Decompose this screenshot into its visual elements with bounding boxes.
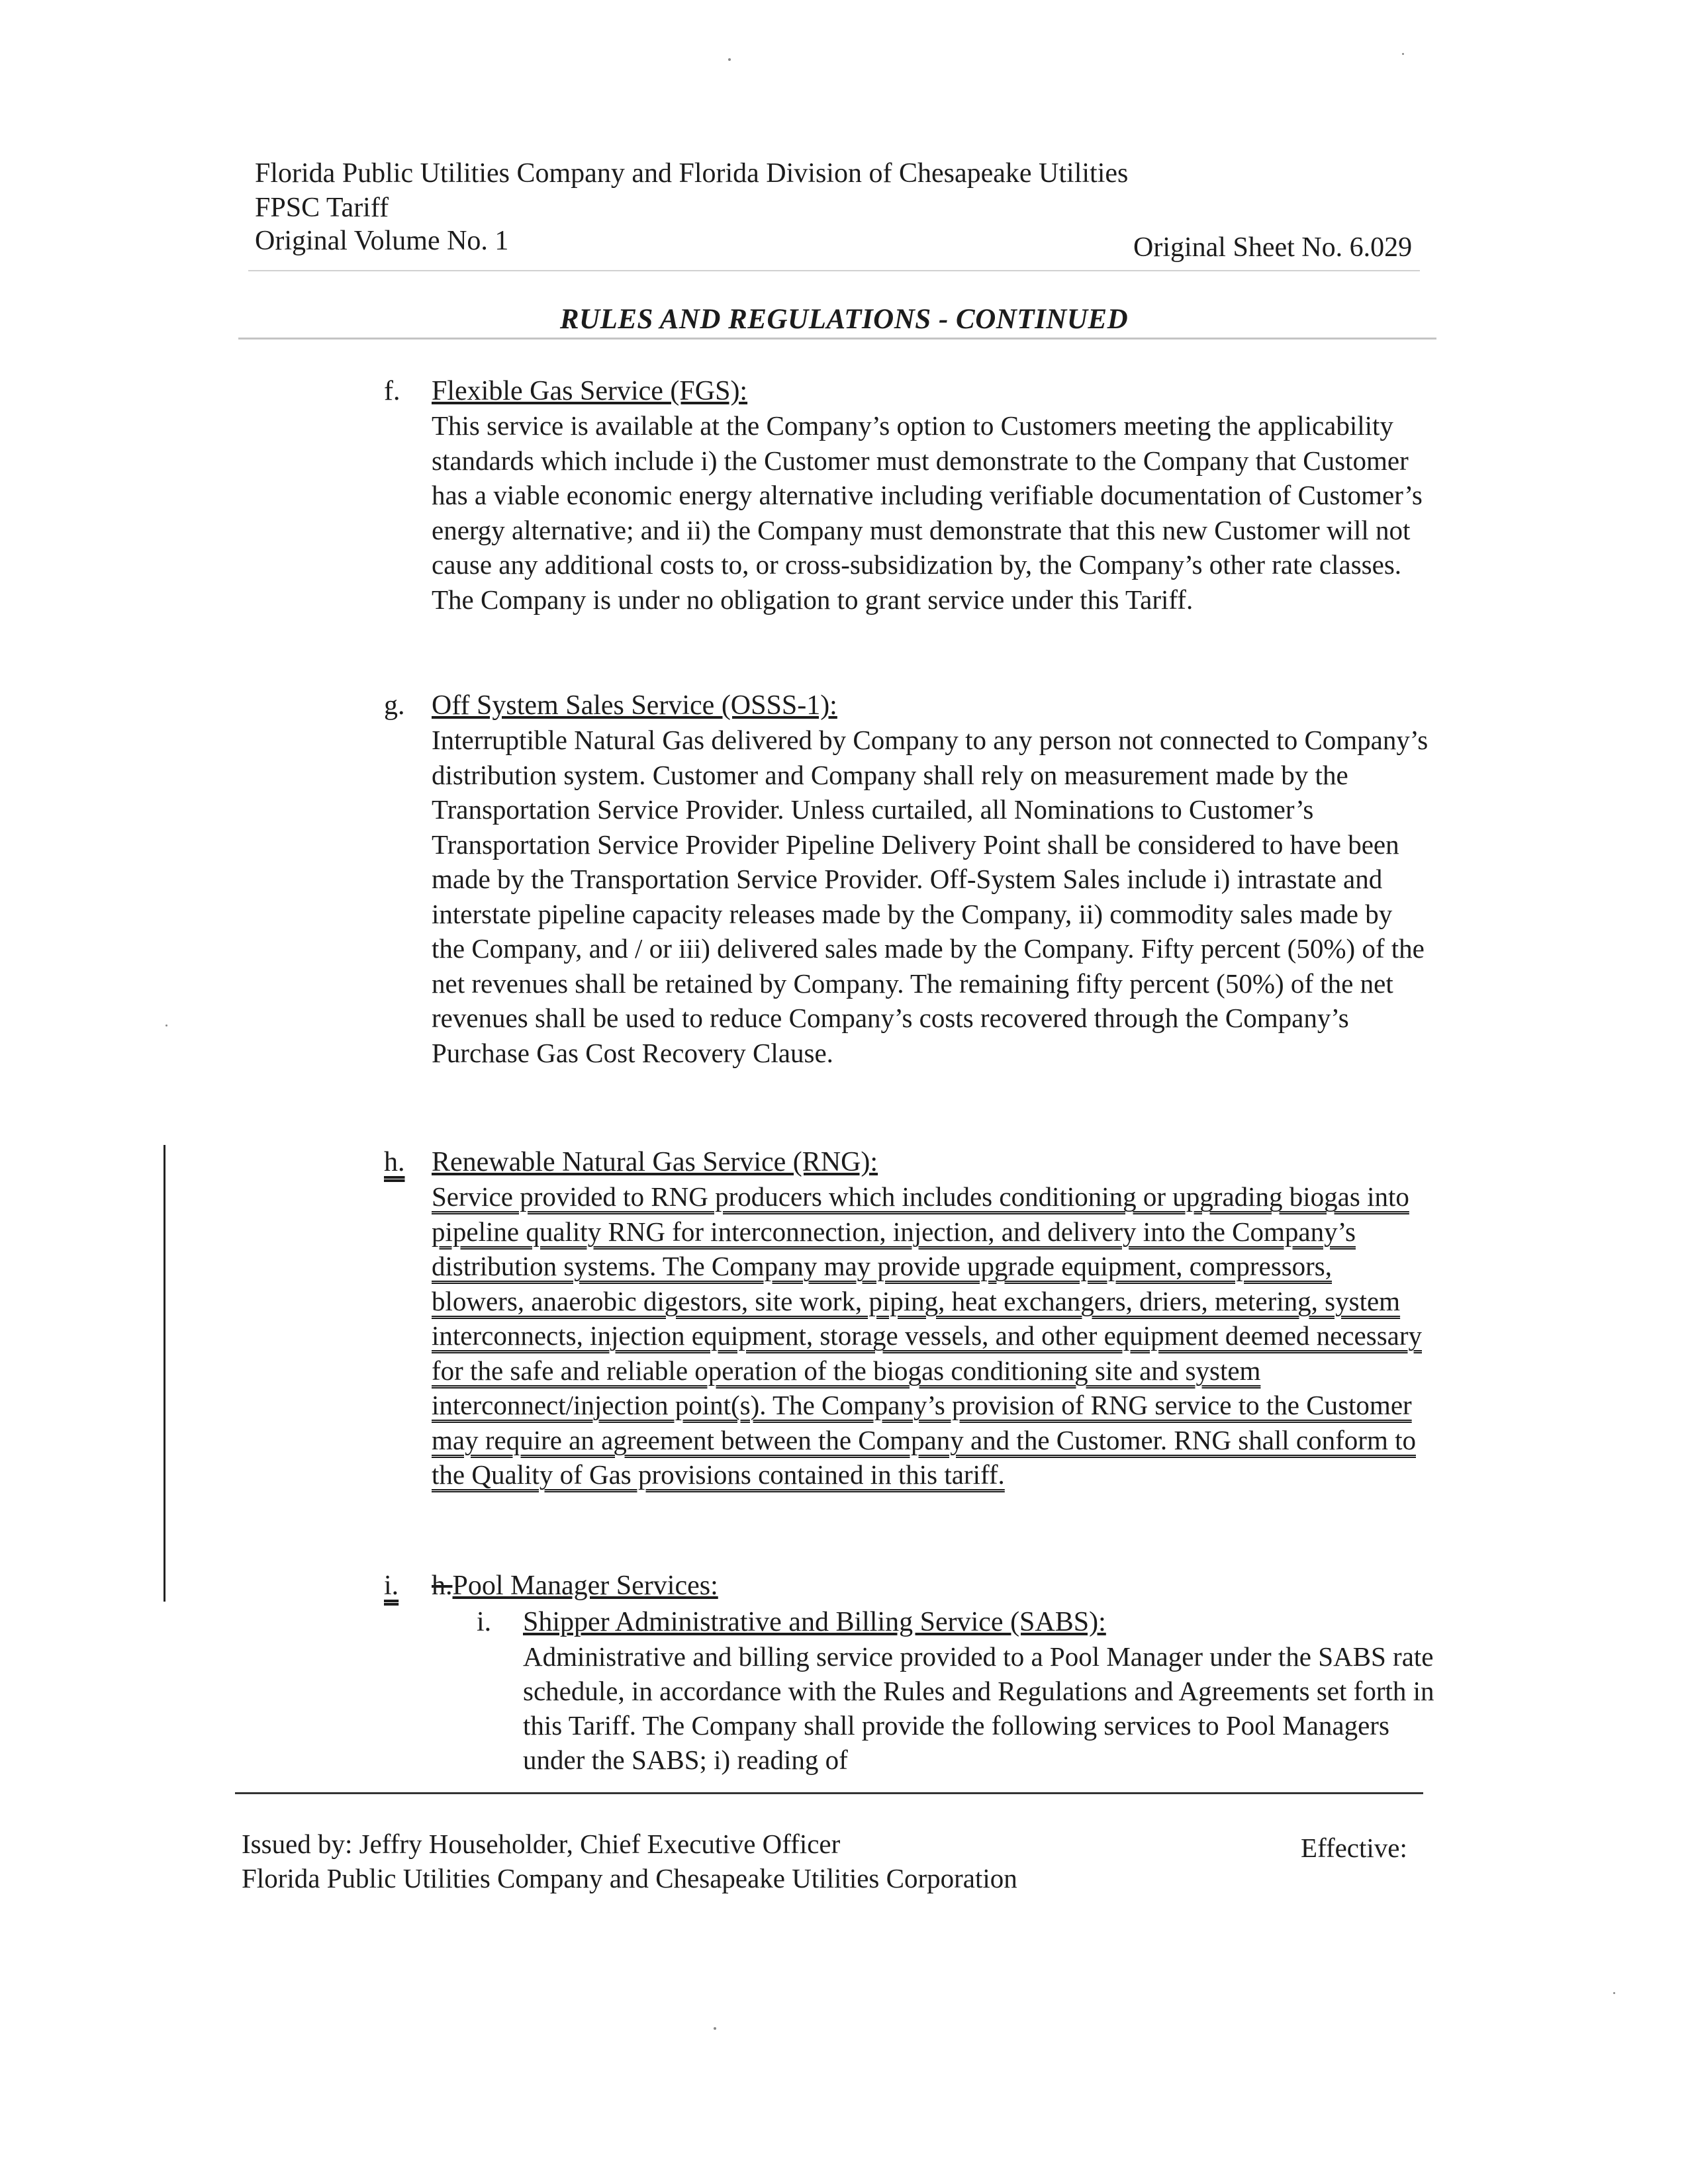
sub-item-body: Administrative and billing service provided to a Pool Manager under the SABS rate schedule, in accordance with the Rules and Regulations and Agreements set forth in this Tariff. The Company shall provide the following services to Pool Managers under the SABS; i) reading of xyxy=(523,1641,1434,1775)
footer-rule xyxy=(235,1792,1423,1794)
item-letter: h. xyxy=(384,1147,405,1177)
header-volume-line: Original Volume No. 1 xyxy=(255,226,509,256)
item-heading-wrapper xyxy=(432,1569,718,1603)
item-letter: f. xyxy=(384,376,400,406)
footer-issued-block xyxy=(242,1827,1017,1895)
item-heading: Off System Sales Service (OSSS-1): xyxy=(432,690,837,721)
title-rule xyxy=(238,338,1436,340)
footer-issued-by: Issued by: Jeffry Householder, Chief Executive Officer xyxy=(242,1829,841,1859)
section-title: RULES AND REGULATIONS - CONTINUED xyxy=(559,304,1129,335)
sub-item-number: i. xyxy=(477,1607,492,1637)
item-renewable-natural-gas-service xyxy=(384,1145,1470,1542)
item-off-system-sales-service xyxy=(384,688,1470,1112)
item-letter: g. xyxy=(384,690,405,721)
scan-speck xyxy=(728,58,731,61)
footer-company: Florida Public Utilities Company and Chesapeake Utilities Corporation xyxy=(242,1863,1017,1893)
footer-effective: Effective: xyxy=(1301,1833,1407,1863)
struck-prefix: h. xyxy=(432,1570,453,1601)
item-body-added-text: Service provided to RNG producers which includes conditioning or upgrading biogas into pipeline quality RNG for interconnection, injection, and delivery into the Company’s distribution systems. The Company may provide upgrade equipment, compressors, blowers, anaerobic digestors, site work, piping, heat exchangers, driers, metering, system interconnects, injection equipment, storage vessels, and other equipment deemed necessary for the safe and reliable operation of the biogas conditioning site and system interconnect/injection point(s). The Company’s provision of RNG service to the Customer may require an agreement between the Company and the Customer. RNG shall conform to the Quality of Gas provisions contained in this tariff. xyxy=(432,1181,1422,1490)
scan-speck xyxy=(1402,53,1404,55)
item-body: This service is available at the Company’s option to Customers meeting the applicability standards which include i) the Customer must demonstrate to the Company that Customer has a viable economic energy alternative including verifiable documentation of Customer’s energy alternative; and ii) the Company must demonstrate that this new Customer will not cause any additional costs to, or cross-subsidization by, the Company’s other rate classes. The Company is under no obligation to grant service under this Tariff. xyxy=(432,410,1423,615)
sub-item-heading: Shipper Administrative and Billing Service (SABS): xyxy=(523,1607,1106,1637)
sheet-number: Original Sheet No. 6.029 xyxy=(1133,232,1413,263)
item-heading: Pool Manager Services: xyxy=(452,1570,718,1601)
scan-speck xyxy=(1613,1992,1615,1994)
revision-change-bar xyxy=(164,1145,165,1602)
item-heading: Renewable Natural Gas Service (RNG): xyxy=(432,1147,878,1177)
item-pool-manager-services xyxy=(384,1569,1470,1606)
item-body: Interruptible Natural Gas delivered by Company to any person not connected to Company’s distribution system. Customer and Company shall rely on measurement made by the Transportation Service Provider. Unless curtailed, all Nominations to Customer’s Transportation Service Provider Pipeline Delivery Point shall be considered to have been made by the Transportation Service Provider. Off-System Sales include i) intrastate and interstate pipeline capacity releases made by the Company, ii) commodity sales made by the Company, and / or iii) delivered sales made by the Company. Fifty percent (50%) of the net revenues shall be retained by Company. The remaining fifty percent (50%) of the net revenues shall be used to reduce Company’s costs recovered through the Company’s Purchase Gas Cost Recovery Clause. xyxy=(432,725,1429,1068)
scan-speck xyxy=(165,1024,167,1026)
item-letter: i. xyxy=(384,1570,399,1601)
header-company-line: Florida Public Utilities Company and Florida Division of Chesapeake Utilities xyxy=(255,158,1129,189)
item-heading: Flexible Gas Service (FGS): xyxy=(432,376,748,406)
scan-speck xyxy=(714,2027,716,2030)
item-flexible-gas-service xyxy=(384,374,1470,652)
header-tariff-line: FPSC Tariff xyxy=(255,193,389,223)
header-rule xyxy=(248,270,1420,271)
